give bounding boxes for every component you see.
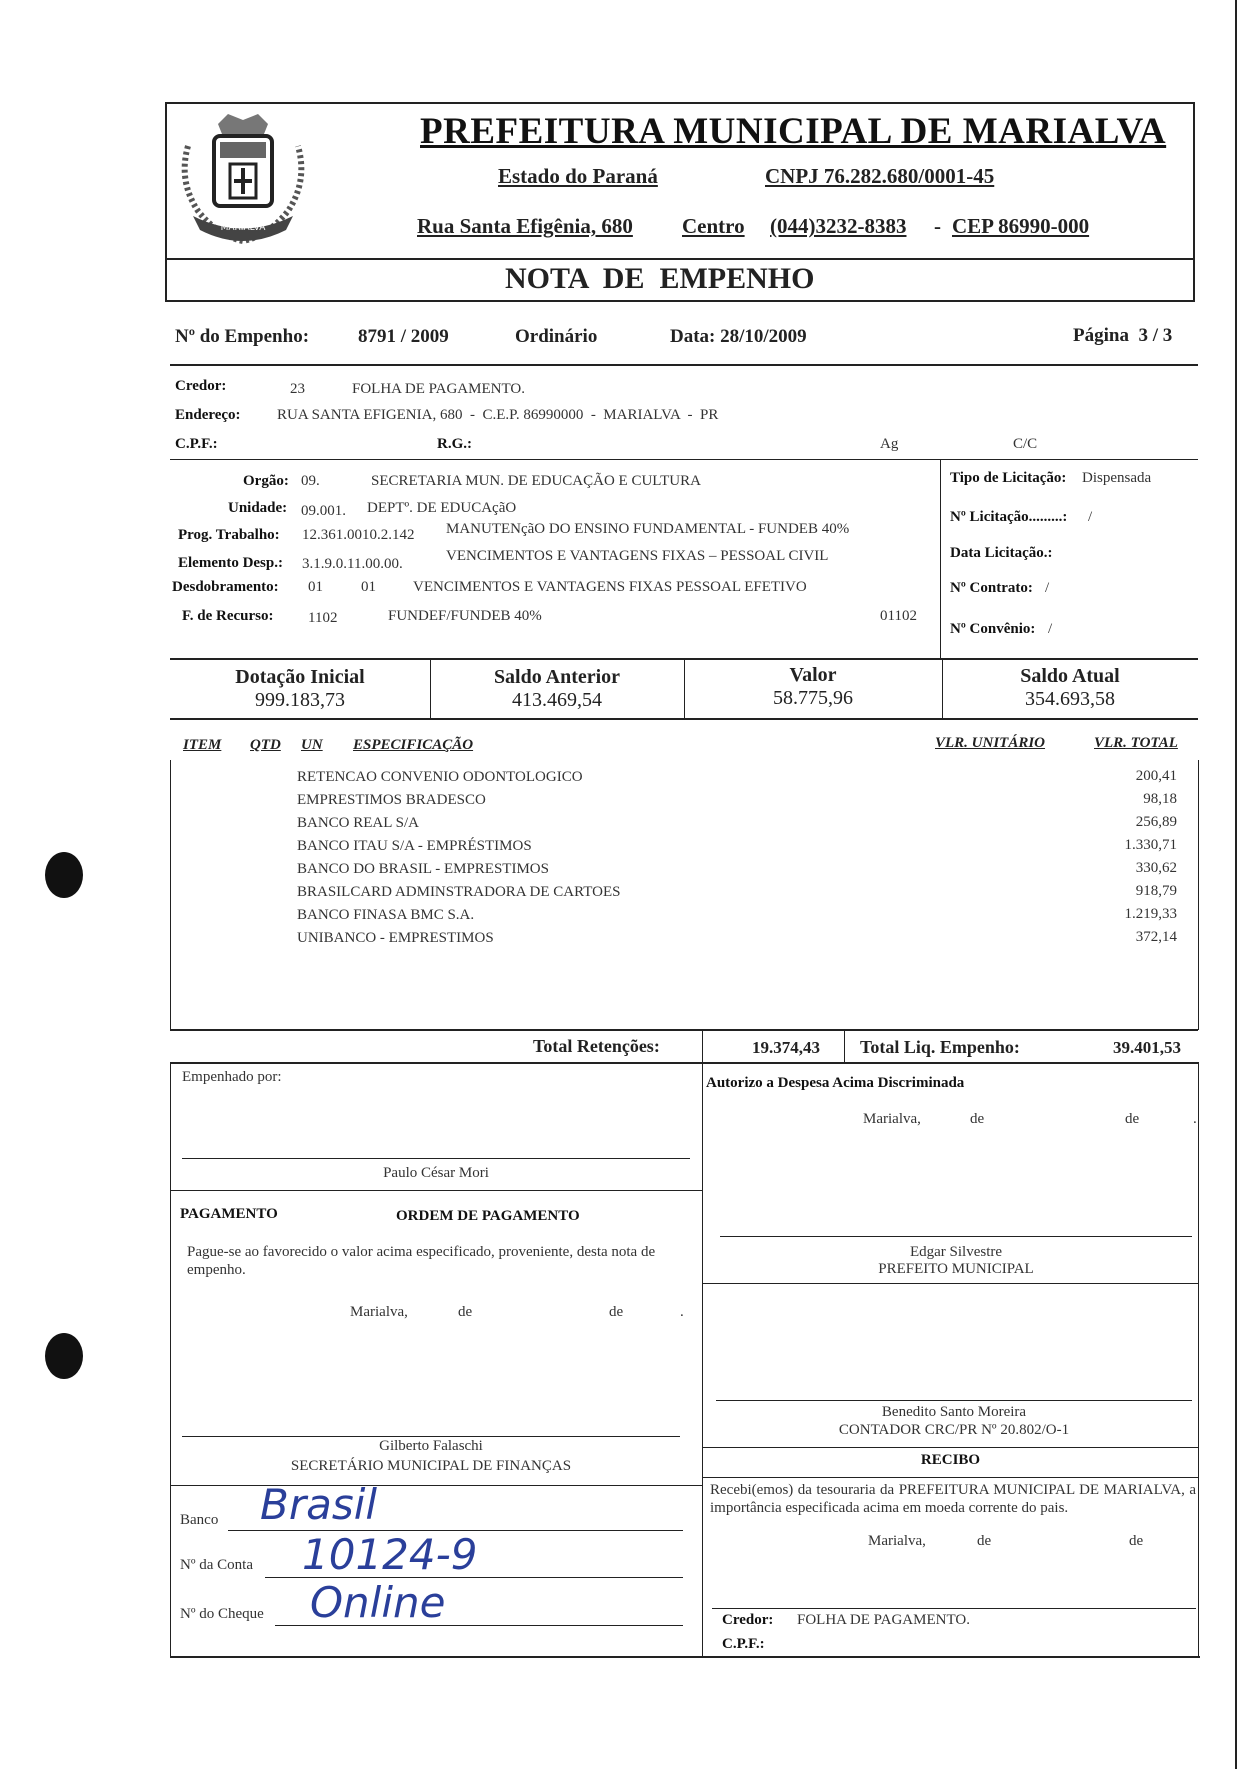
header-dash: -: [934, 214, 941, 238]
recibo-de1: de: [977, 1533, 992, 1549]
balance-label: Dotação Inicial: [235, 666, 365, 688]
punch-hole-top: [45, 852, 83, 898]
balance-saldo-anterior: [430, 666, 684, 712]
address-value: RUA SANTA EFIGENIA, 680 - C.E.P. 86990000 - MARIALVA - PR: [277, 407, 719, 423]
total-liq-label: Total Liq. Empenho:: [860, 1037, 1020, 1057]
header-title: PREFEITURA MUNICIPAL DE MARIALVA: [420, 111, 1167, 152]
recibo-credor-label: Credor:: [722, 1612, 774, 1628]
list-item: BANCO DO BRASIL - EMPRESTIMOS 330,62: [297, 860, 1177, 877]
balance-value: 354.693,58: [1025, 688, 1115, 710]
prog-name: MANUTENçãO DO ENSINO FUNDAMENTAL - FUNDEB 40%: [446, 521, 850, 537]
prog-code: 12.361.0010.2.142: [302, 527, 415, 543]
balance-dotacao: [170, 666, 430, 712]
elemento-name: VENCIMENTOS E VANTAGENS FIXAS – PESSOAL CIVIL: [446, 548, 829, 564]
page-number: Página 3 / 3: [1073, 325, 1173, 346]
col-qtd: QTD: [250, 737, 281, 753]
elemento-label: Elemento Desp.:: [178, 555, 283, 571]
recurso-code: 1102: [308, 610, 338, 626]
contador-title: CONTADOR CRC/PR Nº 20.802/O-1: [838, 1422, 1070, 1438]
balance-value: 999.183,73: [255, 689, 345, 711]
left-de2: de: [609, 1304, 624, 1320]
header-cep: CEP 86990-000: [952, 214, 1090, 238]
elemento-code: 3.1.9.0.11.00.00.: [302, 556, 403, 572]
document-title: NOTA DE EMPENHO: [505, 262, 815, 295]
balance-label: Valor: [789, 664, 837, 686]
unidade-label: Unidade:: [228, 500, 288, 516]
recurso-name: FUNDEF/FUNDEB 40%: [388, 608, 542, 624]
header-district: Centro: [682, 214, 745, 238]
balance-label: Saldo Anterior: [493, 666, 621, 688]
header-cnpj: CNPJ 76.282.680/0001-45: [765, 164, 995, 188]
prefeito-name: Edgar Silvestre: [909, 1244, 1003, 1260]
empenho-value: 8791 / 2009: [358, 326, 449, 347]
list-item: UNIBANCO - EMPRESTIMOS 372,14: [297, 929, 1177, 946]
licitacao-value: /: [1088, 509, 1093, 525]
credor-name: FOLHA DE PAGAMENTO.: [352, 381, 525, 397]
tipo-licitacao-label: Tipo de Licitação:: [950, 470, 1067, 486]
items-list: [297, 768, 1177, 952]
data-licitacao-label: Data Licitação.:: [950, 545, 1053, 561]
prog-label: Prog. Trabalho:: [178, 527, 280, 543]
cheque-label: Nº do Cheque: [180, 1606, 264, 1622]
unidade-code: 09.001.: [301, 503, 346, 519]
address-label: Endereço:: [175, 407, 241, 423]
convenio-label: Nº Convênio:: [950, 621, 1036, 637]
conta-handwritten: 10124-9: [302, 1530, 478, 1579]
recibo-text: Recebi(emos) da tesouraria da PREFEITURA MUNICIPAL DE MARIALVA, a importância especificada acima em moeda corrente do pais.: [710, 1482, 1196, 1516]
recibo-credor-value: FOLHA DE PAGAMENTO.: [797, 1612, 970, 1628]
list-item: BANCO ITAU S/A - EMPRÉSTIMOS 1.330,71: [297, 837, 1177, 854]
orgao-name: SECRETARIA MUN. DE EDUCAÇÃO E CULTURA: [371, 473, 701, 489]
desdobramento-name: VENCIMENTOS E VANTAGENS FIXAS PESSOAL EFETIVO: [413, 579, 807, 595]
header-street: Rua Santa Efigênia, 680: [417, 214, 633, 238]
secretario-title: SECRETÁRIO MUNICIPAL DE FINANÇAS: [290, 1458, 572, 1474]
balance-value: 58.775,96: [773, 687, 853, 709]
left-city: Marialva,: [350, 1304, 408, 1320]
right-de1: de: [970, 1111, 985, 1127]
banco-label: Banco: [180, 1512, 219, 1528]
rg-label: R.G.:: [437, 436, 472, 452]
list-item: BANCO FINASA BMC S.A. 1.219,33: [297, 906, 1177, 923]
recurso-label: F. de Recurso:: [182, 608, 274, 624]
desdobramento-code1: 01: [308, 579, 323, 595]
total-liq-value: 39.401,53: [1113, 1038, 1181, 1057]
left-dot: .: [680, 1304, 684, 1320]
cpf-label: C.P.F.:: [175, 436, 218, 452]
col-item: ITEM: [183, 737, 222, 753]
recibo-label: RECIBO: [920, 1452, 981, 1468]
contrato-value: /: [1045, 580, 1050, 596]
balance-saldo-atual: [942, 665, 1198, 711]
list-item: BANCO REAL S/A 256,89: [297, 814, 1177, 831]
balance-valor: [684, 664, 942, 710]
contador-name: Benedito Santo Moreira: [881, 1404, 1027, 1420]
punch-hole-bottom: [45, 1333, 83, 1379]
cc-label: C/C: [1013, 436, 1038, 452]
svg-text:MARIALVA: MARIALVA: [220, 223, 266, 233]
total-retencoes-value: 19.374,43: [752, 1038, 820, 1057]
desdobramento-label: Desdobramento:: [172, 579, 279, 595]
ag-label: Ag: [880, 436, 899, 452]
prefeito-title: PREFEITO MUNICIPAL: [878, 1261, 1034, 1277]
coat-of-arms-logo: [168, 106, 318, 256]
recibo-de2: de: [1129, 1533, 1144, 1549]
right-city: Marialva,: [863, 1111, 921, 1127]
header-state: Estado do Paraná: [498, 164, 658, 188]
recibo-city: Marialva,: [868, 1533, 926, 1549]
credor-label: Credor:: [175, 378, 227, 394]
col-un: UN: [301, 737, 323, 753]
pague-text: Pague-se ao favorecido o valor acima especificado, proveniente, desta nota de empenho.: [187, 1244, 656, 1278]
recurso-code2: 01102: [880, 608, 917, 624]
contrato-label: Nº Contrato:: [950, 580, 1033, 596]
right-dot: .: [1193, 1111, 1197, 1127]
autorizo-label: Autorizo a Despesa Acima Discriminada: [706, 1075, 965, 1091]
cheque-handwritten: Online: [310, 1578, 446, 1627]
balance-label: Saldo Atual: [1020, 665, 1120, 687]
orgao-code: 09.: [301, 473, 320, 489]
conta-label: Nº da Conta: [180, 1557, 253, 1573]
secretario-name: Gilberto Falaschi: [379, 1438, 483, 1454]
list-item: RETENCAO CONVENIO ODONTOLOGICO 200,41: [297, 768, 1177, 785]
col-unit: VLR. UNITÁRIO: [935, 735, 1046, 751]
left-de1: de: [458, 1304, 473, 1320]
pagamento-label: PAGAMENTO: [180, 1206, 278, 1222]
ordem-pagamento-label: ORDEM DE PAGAMENTO: [396, 1208, 580, 1224]
list-item: EMPRESTIMOS BRADESCO 98,18: [297, 791, 1177, 808]
balance-value: 413.469,54: [512, 689, 602, 711]
list-item: BRASILCARD ADMINSTRADORA DE CARTOES 918,79: [297, 883, 1177, 900]
empenho-label: Nº do Empenho:: [175, 326, 310, 347]
col-total: VLR. TOTAL: [1094, 735, 1178, 751]
empenhado-name: Paulo César Mori: [383, 1165, 489, 1181]
banco-handwritten: Brasil: [260, 1480, 378, 1529]
credor-code: 23: [290, 381, 305, 397]
col-spec: ESPECIFICAÇÃO: [353, 737, 474, 753]
orgao-label: Orgão:: [243, 473, 289, 489]
unidade-name: DEPTº. DE EDUCAçãO: [367, 500, 517, 516]
header-phone: (044)3232-8383: [770, 214, 907, 238]
empenhado-label: Empenhado por:: [182, 1069, 282, 1085]
right-de2: de: [1125, 1111, 1140, 1127]
empenho-type: Ordinário: [515, 326, 598, 347]
licitacao-label: Nº Licitação.........:: [950, 509, 1068, 525]
tipo-licitacao-value: Dispensada: [1082, 470, 1152, 486]
total-retencoes-label: Total Retenções:: [533, 1036, 660, 1056]
recibo-cpf-label: C.P.F.:: [722, 1636, 765, 1652]
empenho-date: Data: 28/10/2009: [670, 326, 807, 347]
convenio-value: /: [1048, 621, 1053, 637]
desdobramento-code2: 01: [361, 579, 376, 595]
